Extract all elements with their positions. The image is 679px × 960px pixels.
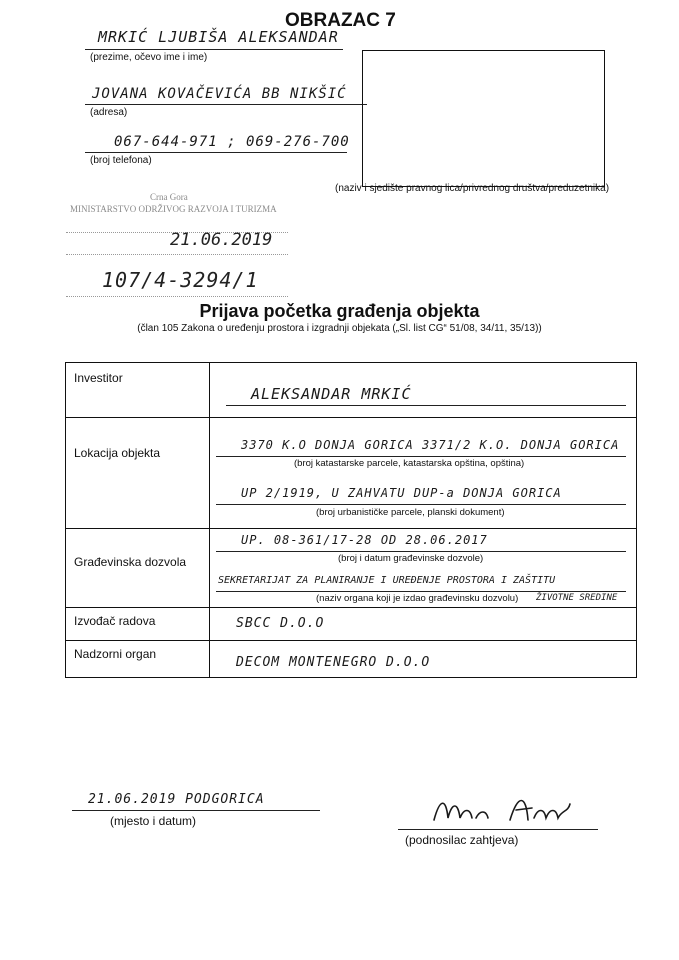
applicant-signature [430,790,590,830]
applicant-address-line [85,104,367,105]
location-urban-caption: (broj urbanističke parcele, planski dokument) [316,507,505,518]
row-contractor [66,608,636,641]
location-parcel-line [216,456,626,457]
applicant-address-value: JOVANA KOVAČEVIĆA BB NIKŠIĆ [92,86,347,102]
form-title: OBRAZAC 7 [285,10,396,31]
location-label: Lokacija objekta [74,446,161,460]
row-permit [66,529,636,608]
contractor-value: SBCC D.O.O [236,616,325,631]
stamp-divider-2 [66,254,288,255]
permit-authority-value: SEKRETARIJAT ZA PLANIRANJE I UREĐENJE PROSTORA I ZAŠTITU [218,575,556,586]
investor-value: ALEKSANDAR MRKIĆ [251,385,412,403]
form-heading: Prijava početka građenja objekta [199,301,480,321]
investor-label: Investitor [74,371,123,385]
company-stamp-box [362,50,605,187]
applicant-phone-line [85,152,347,153]
permit-authority-caption: (naziv organa koji je izdao građevinsku dozvolu) [316,593,519,604]
signature-line [398,829,598,830]
form-subheading: (član 105 Zakona o uređenju prostora i izgradnji objekata („Sl. list CG“ 51/08, 34/11, 35/13)) [137,323,542,334]
location-parcel-value: 3370 K.O DONJA GORICA 3371/2 K.O. DONJA GORICA [241,438,620,452]
contractor-label: Izvođač radova [74,614,156,628]
application-table [65,362,637,678]
supervisor-label: Nadzorni organ [74,647,157,661]
permit-authority-value-cont: ŽIVOTNE SREDINE [536,593,618,603]
applicant-phone-value: 067-644-971 ; 069-276-700 [114,134,350,150]
location-parcel-caption: (broj katastarske parcele, katastarska opština, opština) [294,458,525,469]
stamp-ministry: MINISTARSTVO ODRŽIVOG RAZVOJA I TURIZMA [70,204,277,214]
registry-stamp [62,192,294,302]
permit-number-line [216,551,626,552]
applicant-name-label: (prezime, očevo ime i ime) [90,52,208,63]
row-investor [66,363,636,418]
stamp-country: Crna Gora [150,192,188,202]
row-supervisor [66,641,636,677]
investor-line [226,405,626,406]
stamp-date: 21.06.2019 [170,230,273,250]
signature-label: (podnosilac zahtjeva) [405,833,519,847]
location-urban-line [216,504,626,505]
applicant-address-label: (adresa) [90,107,128,118]
supervisor-value: DECOM MONTENEGRO D.O.O [236,655,431,670]
permit-number-value: UP. 08-361/17-28 OD 28.06.2017 [241,533,488,547]
place-date-line [72,810,320,811]
applicant-phone-label: (broj telefona) [90,155,152,166]
permit-authority-line [216,591,626,592]
permit-number-caption: (broj i datum građevinske dozvole) [338,553,484,564]
applicant-name-value: MRKIĆ LJUBIŠA ALEKSANDAR [98,28,339,46]
place-date-value: 21.06.2019 PODGORICA [88,792,265,807]
stamp-number: 107/4-3294/1 [102,268,259,292]
row-location [66,418,636,529]
place-date-label: (mjesto i datum) [110,814,197,828]
permit-label: Građevinska dozvola [74,555,187,569]
applicant-name-line [85,49,343,50]
location-urban-value: UP 2/1919, U ZAHVATU DUP-a DONJA GORICA [241,486,562,500]
stamp-divider-3 [66,296,288,297]
company-box-caption: (naziv i sjedište pravnog lica/privrednog društva/preduzetnika) [335,183,610,194]
